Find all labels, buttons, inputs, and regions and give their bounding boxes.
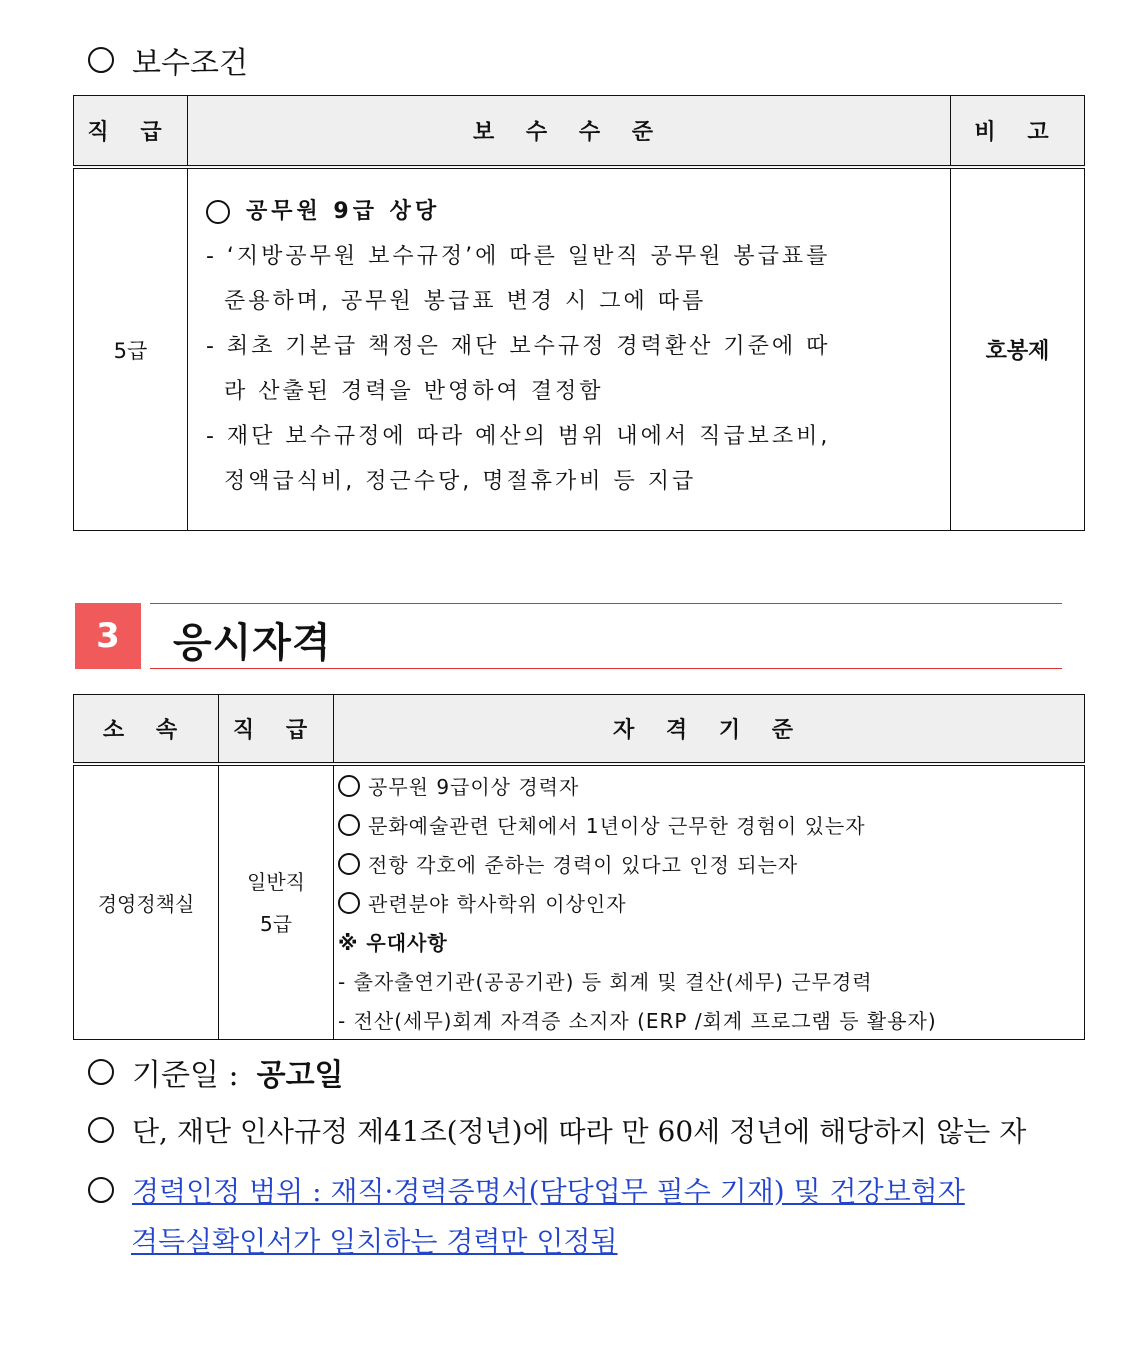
qual-grade-line1: 일반직 xyxy=(247,869,305,894)
circle-bullet-icon xyxy=(338,853,360,875)
pay-content-head xyxy=(206,189,950,234)
preference-item: - 전산(세무)회계 자격증 소지자 (ERP /회계 프로그램 등 활용자) xyxy=(338,1009,937,1033)
section-top-rule xyxy=(150,603,1062,604)
circle-bullet-icon xyxy=(338,775,360,797)
criteria-text: 전항 각호에 준하는 경력이 있다고 인정 되는자 xyxy=(368,853,799,877)
circle-bullet-icon xyxy=(206,200,230,224)
career-note-line2: 격득실확인서가 일치하는 경력만 인정됨 xyxy=(131,1225,618,1258)
base-date-label: 기준일 : xyxy=(132,1058,239,1093)
pay-line: 준용하며, 공무원 봉급표 변경 시 그에 따름 xyxy=(224,289,707,314)
qual-header-criteria: 자 격 기 준 xyxy=(334,695,1085,765)
retirement-note xyxy=(88,1110,1026,1150)
preference-title: ※ 우대사항 xyxy=(338,931,448,955)
pay-line: 정액급식비, 정근수당, 명절휴가비 등 지급 xyxy=(224,469,697,494)
qual-grade-cell xyxy=(219,764,334,1040)
career-note-cont xyxy=(131,1220,618,1260)
circle-bullet-icon xyxy=(338,892,360,914)
criteria-text: 공무원 9급이상 경력자 xyxy=(368,775,580,799)
pay-line: - ‘지방공무원 보수규정’에 따른 일반직 공무원 봉급표를 xyxy=(206,244,831,269)
circle-bullet-icon xyxy=(88,1117,114,1143)
section-number-badge: 3 xyxy=(75,603,141,669)
qual-dept-cell: 경영정책실 xyxy=(74,764,219,1040)
qual-header-dept: 소 속 xyxy=(74,695,219,765)
section-title: 응시자격 xyxy=(173,620,332,666)
pay-table xyxy=(73,95,1085,531)
criteria-item xyxy=(334,844,1084,883)
criteria-item xyxy=(334,766,1084,805)
criteria-item xyxy=(334,805,1084,844)
pay-header-remark: 비 고 xyxy=(951,96,1085,168)
base-date-note xyxy=(88,1050,344,1094)
pay-line: - 최초 기본급 책정은 재단 보수규정 경력환산 기준에 따 xyxy=(206,334,831,359)
circle-bullet-icon xyxy=(88,1177,114,1203)
pay-content-cell xyxy=(188,167,951,531)
circle-bullet-icon xyxy=(88,1059,114,1085)
retirement-text: 단, 재단 인사규정 제41조(정년)에 따라 만 60세 정년에 해당하지 않는 자 xyxy=(132,1115,1027,1148)
preference-item: - 출자출연기관(공공기관) 등 회계 및 결산(세무) 근무경력 xyxy=(338,970,873,994)
qual-criteria-cell xyxy=(334,764,1085,1040)
qual-grade-line2: 5급 xyxy=(259,911,293,936)
pay-line: - 재단 보수규정에 따라 예산의 범위 내에서 직급보조비, xyxy=(206,424,831,449)
pay-grade-cell: 5급 xyxy=(74,167,188,531)
pay-section-title xyxy=(88,38,248,82)
qual-header-grade: 직 급 xyxy=(219,695,334,765)
pay-header-level: 보 수 수 준 xyxy=(188,96,951,168)
criteria-text: 관련분야 학사학위 이상인자 xyxy=(368,892,627,916)
pay-remark-cell: 호봉제 xyxy=(951,167,1085,531)
career-note-line1: 경력인정 범위 : 재직·경력증명서(담당업무 필수 기재) 및 건강보험자 xyxy=(132,1175,965,1208)
section-bottom-rule xyxy=(150,668,1062,669)
pay-content-head-text: 공무원 9급 상당 xyxy=(246,199,441,224)
criteria-text: 문화예술관련 단체에서 1년이상 근무한 경험이 있는자 xyxy=(368,814,866,838)
qualification-table xyxy=(73,694,1085,1040)
pay-header-grade: 직 급 xyxy=(74,96,188,168)
pay-section-title-text: 보수조건 xyxy=(132,46,248,81)
career-note xyxy=(88,1170,965,1210)
circle-bullet-icon xyxy=(338,814,360,836)
circle-bullet-icon xyxy=(88,47,114,73)
base-date-value: 공고일 xyxy=(256,1058,344,1093)
criteria-item xyxy=(334,883,1084,922)
pay-line: 라 산출된 경력을 반영하여 결정함 xyxy=(224,379,604,404)
